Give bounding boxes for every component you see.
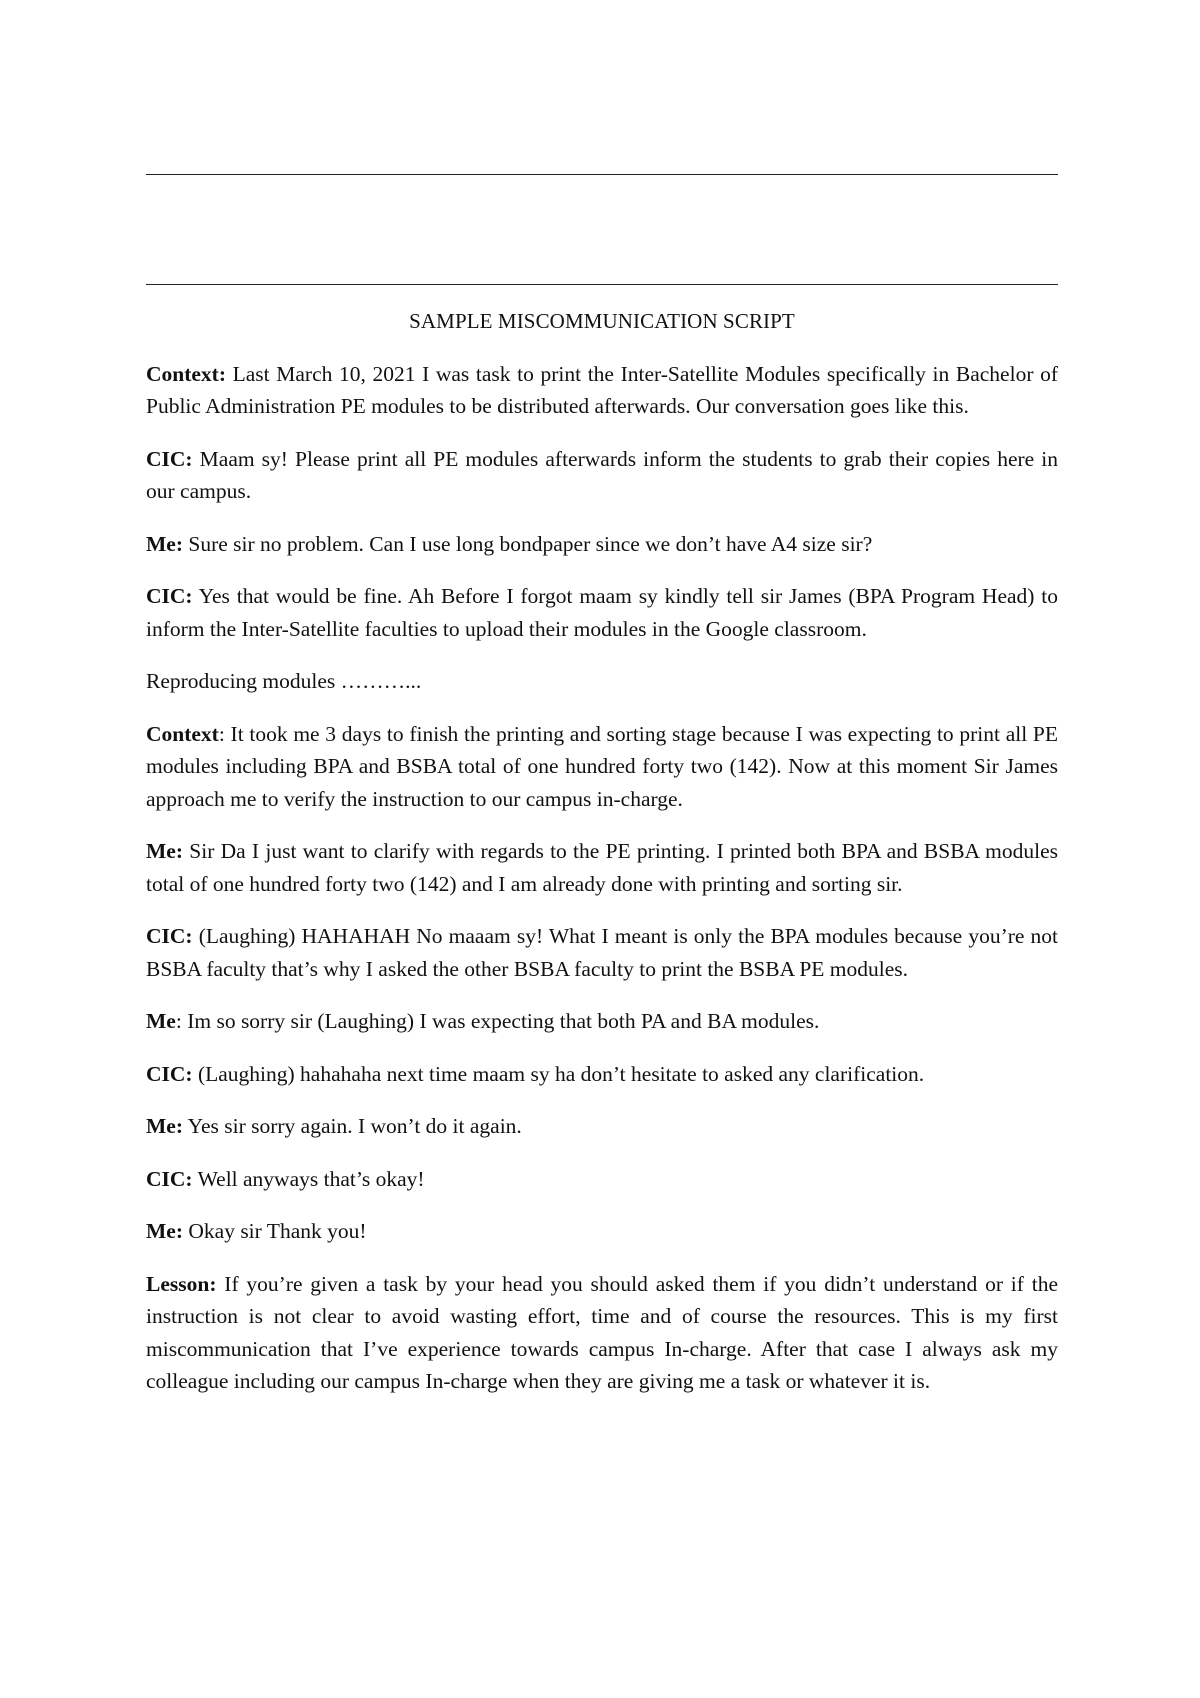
speaker-label: Me <box>146 1009 176 1033</box>
speaker-label: CIC: <box>146 1061 193 1086</box>
paragraph-context-1 <box>146 358 1058 423</box>
paragraph-text: If you’re given a task by your head you should asked them if you didn’t understand or if the instruction is not clear to avoid wasting effort, time and of course the resources. This is my first miscommunication that I’ve experience towards campus In-charge. After that case I always ask my colleague including our campus In-charge when they are giving me a task or whatever it is. <box>146 1271 1058 1393</box>
paragraph-cic-1 <box>146 443 1058 508</box>
paragraph-text: Maam sy! Please print all PE modules afterwards inform the students to grab their copies here in our campus. <box>146 446 1058 503</box>
speaker-label: Context: <box>146 361 227 386</box>
speaker-label: Lesson: <box>146 1271 217 1296</box>
header-rule-bottom <box>146 284 1058 285</box>
paragraph-me-2 <box>146 835 1058 900</box>
paragraph-text: (Laughing) HAHAHAH No maaam sy! What I meant is only the BPA modules because you’re not BSBA faculty that’s why I asked the other BSBA faculty to print the BSBA PE modules. <box>146 924 1058 981</box>
paragraph-text: Okay sir Thank you! <box>183 1219 367 1243</box>
paragraph-cic-5 <box>146 1163 1058 1196</box>
paragraph-cic-4 <box>146 1058 1058 1091</box>
document-body <box>146 305 1058 1418</box>
speaker-label: CIC: <box>146 1166 193 1191</box>
speaker-label: CIC: <box>146 446 193 471</box>
paragraph-text: Sure sir no problem. Can I use long bondpaper since we don’t have A4 size sir? <box>183 531 873 556</box>
paragraph-reproducing <box>146 665 1058 698</box>
paragraph-text: : It took me 3 days to finish the printing and sorting stage because I was expecting to print all PE modules including BPA and BSBA total of one hundred forty two (142). Now at this moment Sir James approach me to verify the instruction to our campus in-charge. <box>146 721 1058 811</box>
paragraph-me-5 <box>146 1215 1058 1248</box>
paragraph-context-2 <box>146 718 1058 816</box>
paragraph-text: : Im so sorry sir (Laughing) I was expecting that both PA and BA modules. <box>175 1009 820 1033</box>
header-rule-top <box>146 174 1058 175</box>
speaker-label: Context <box>146 721 219 746</box>
paragraph-text: Last March 10, 2021 I was task to print the Inter-Satellite Modules specifically in Bachelor of Public Administration PE modules to be distributed afterwards. Our conversation goes like this. <box>146 361 1058 418</box>
paragraph-lesson <box>146 1268 1058 1398</box>
paragraph-text: Yes sir sorry again. I won’t do it again. <box>183 1114 522 1138</box>
paragraph-text: Well anyways that’s okay! <box>192 1166 425 1191</box>
speaker-label: Me: <box>146 531 183 556</box>
speaker-label: Me: <box>146 1114 183 1138</box>
paragraph-text: Reproducing modules ………... <box>146 669 422 693</box>
paragraph-text: (Laughing) hahahaha next time maam sy ha don’t hesitate to asked any clarification. <box>192 1061 925 1086</box>
speaker-label: CIC: <box>146 584 193 608</box>
paragraph-me-4 <box>146 1110 1058 1143</box>
paragraph-text: Yes that would be fine. Ah Before I forgot maam sy kindly tell sir James (BPA Program Head) to inform the Inter-Satellite faculties to upload their modules in the Google classroom. <box>146 584 1058 641</box>
speaker-label: Me: <box>146 839 183 863</box>
paragraph-cic-2 <box>146 580 1058 645</box>
paragraph-text: Sir Da I just want to clarify with regards to the PE printing. I printed both BPA and BSBA modules total of one hundred forty two (142) and I am already done with printing and sorting sir. <box>146 839 1058 896</box>
document-title: SAMPLE MISCOMMUNICATION SCRIPT <box>409 309 795 333</box>
speaker-label: Me: <box>146 1219 183 1243</box>
paragraph-me-1 <box>146 528 1058 561</box>
paragraph-me-3 <box>146 1005 1058 1038</box>
paragraph-cic-3 <box>146 920 1058 985</box>
speaker-label: CIC: <box>146 924 193 948</box>
